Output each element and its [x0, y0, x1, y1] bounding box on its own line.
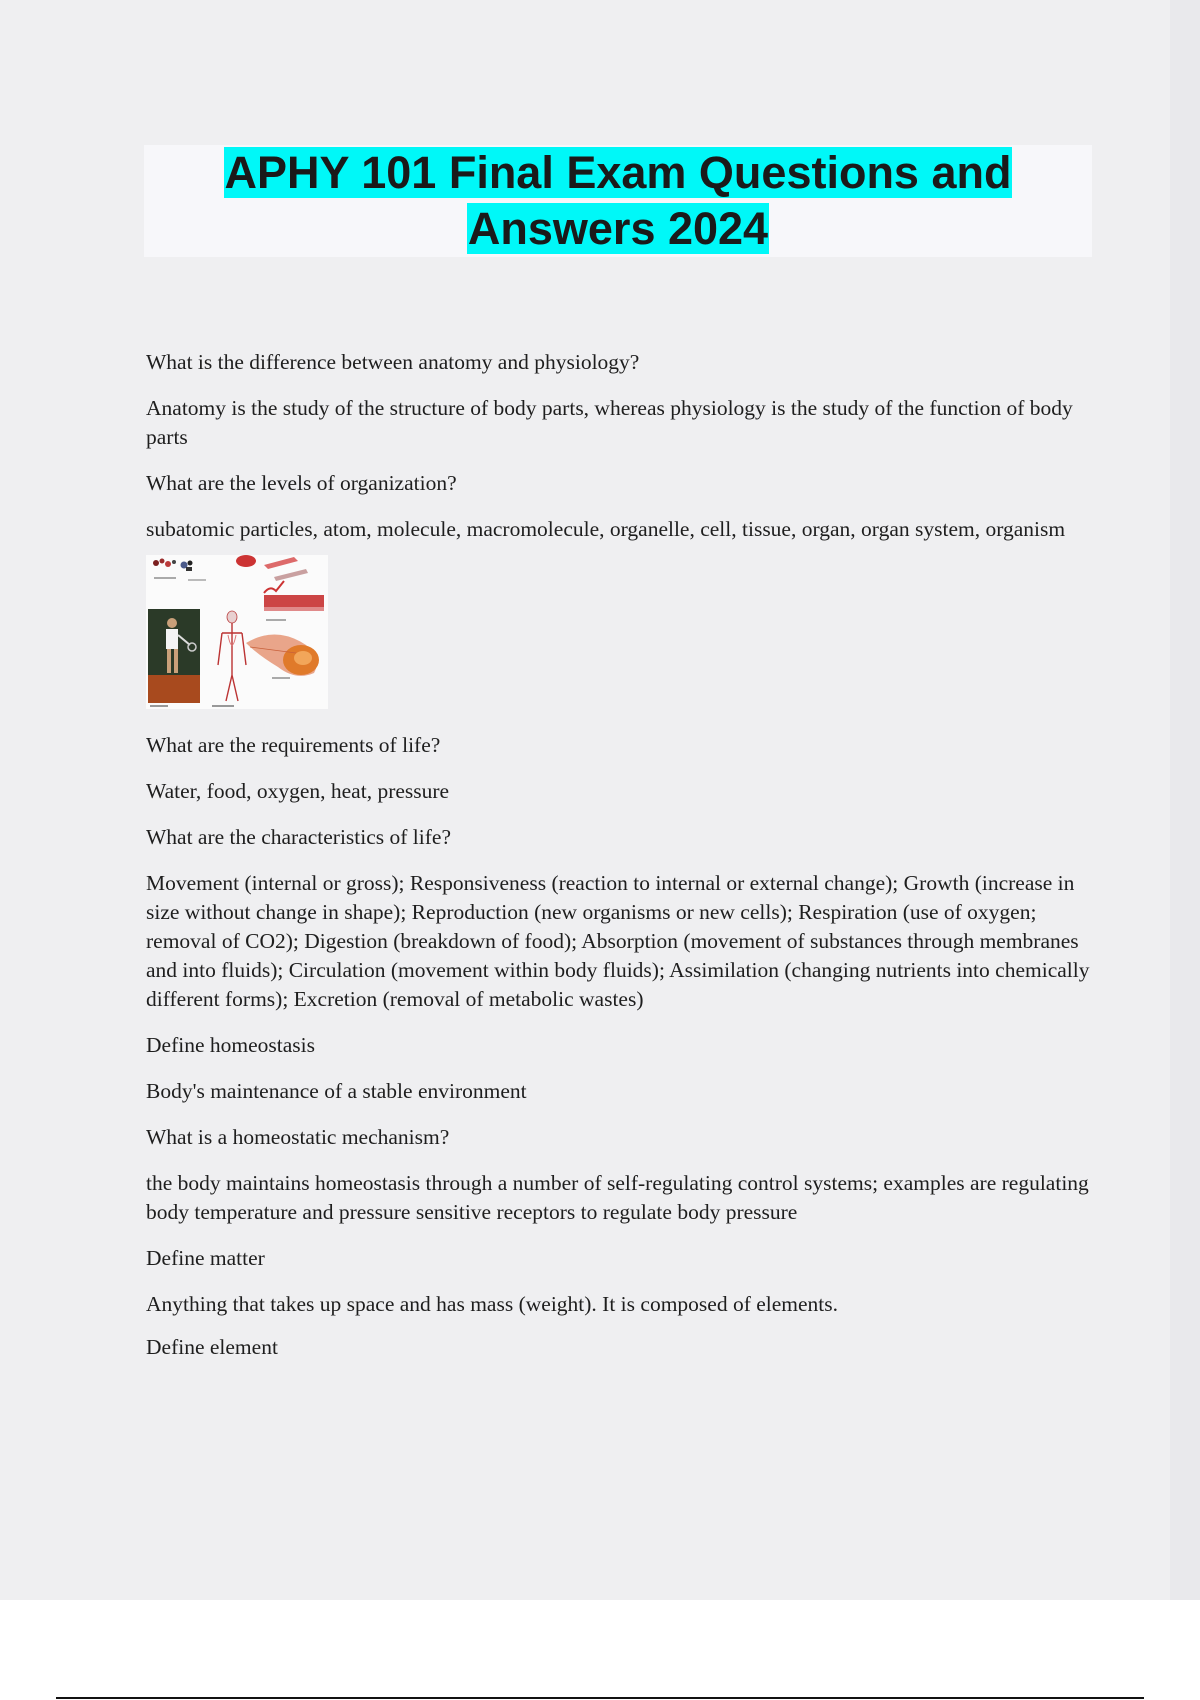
answer-text: Anything that takes up space and has mass (weight). It is composed of elements. — [146, 1292, 839, 1316]
question-text: Define element — [146, 1335, 278, 1359]
question-text: What is the difference between anatomy and physiology? — [146, 350, 640, 374]
question-text: Define matter — [146, 1246, 265, 1270]
title-box — [144, 145, 1092, 257]
qa-content — [146, 348, 1096, 1379]
page-title-line-2: Answers 2024 — [467, 203, 769, 254]
question-text: What are the levels of organization? — [146, 471, 457, 495]
page-edge-shade — [1170, 0, 1200, 1600]
question-text: What are the characteristics of life? — [146, 825, 451, 849]
answer-text: Water, food, oxygen, heat, pressure — [146, 779, 450, 803]
answer-text: subatomic particles, atom, molecule, macromolecule, organelle, cell, tissue, organ, organ system, organism — [146, 517, 1066, 541]
levels-of-organization-illustration — [146, 555, 328, 709]
answer-text: Anatomy is the study of the structure of body parts, whereas physiology is the study of the function of body parts — [146, 396, 1073, 449]
answer-text: Movement (internal or gross); Responsiveness (reaction to internal or external change); Growth (increase in size without change in shape); Reproduction (new organisms or new cells); Respiration (use of oxygen; removal of CO2); Digestion (breakdown of food); Absorption (movement of substances through membranes and into fluids); Circulation (movement within body fluids); Assimilation (changing nutrients into chemically different forms); Excretion (removal of metabolic wastes) — [146, 871, 1090, 1011]
question-text: What is a homeostatic mechanism? — [146, 1125, 450, 1149]
footer-rule — [56, 1697, 1144, 1699]
question-text: Define homeostasis — [146, 1033, 315, 1057]
organization-diagram-icon — [146, 555, 328, 709]
answer-text: the body maintains homeostasis through a number of self-regulating control systems; examples are regulating body temperature and pressure sensitive receptors to regulate body pressure — [146, 1171, 1089, 1224]
page-title-line-1: APHY 101 Final Exam Questions and — [224, 147, 1012, 198]
answer-text: Body's maintenance of a stable environment — [146, 1079, 527, 1103]
question-text: What are the requirements of life? — [146, 733, 441, 757]
